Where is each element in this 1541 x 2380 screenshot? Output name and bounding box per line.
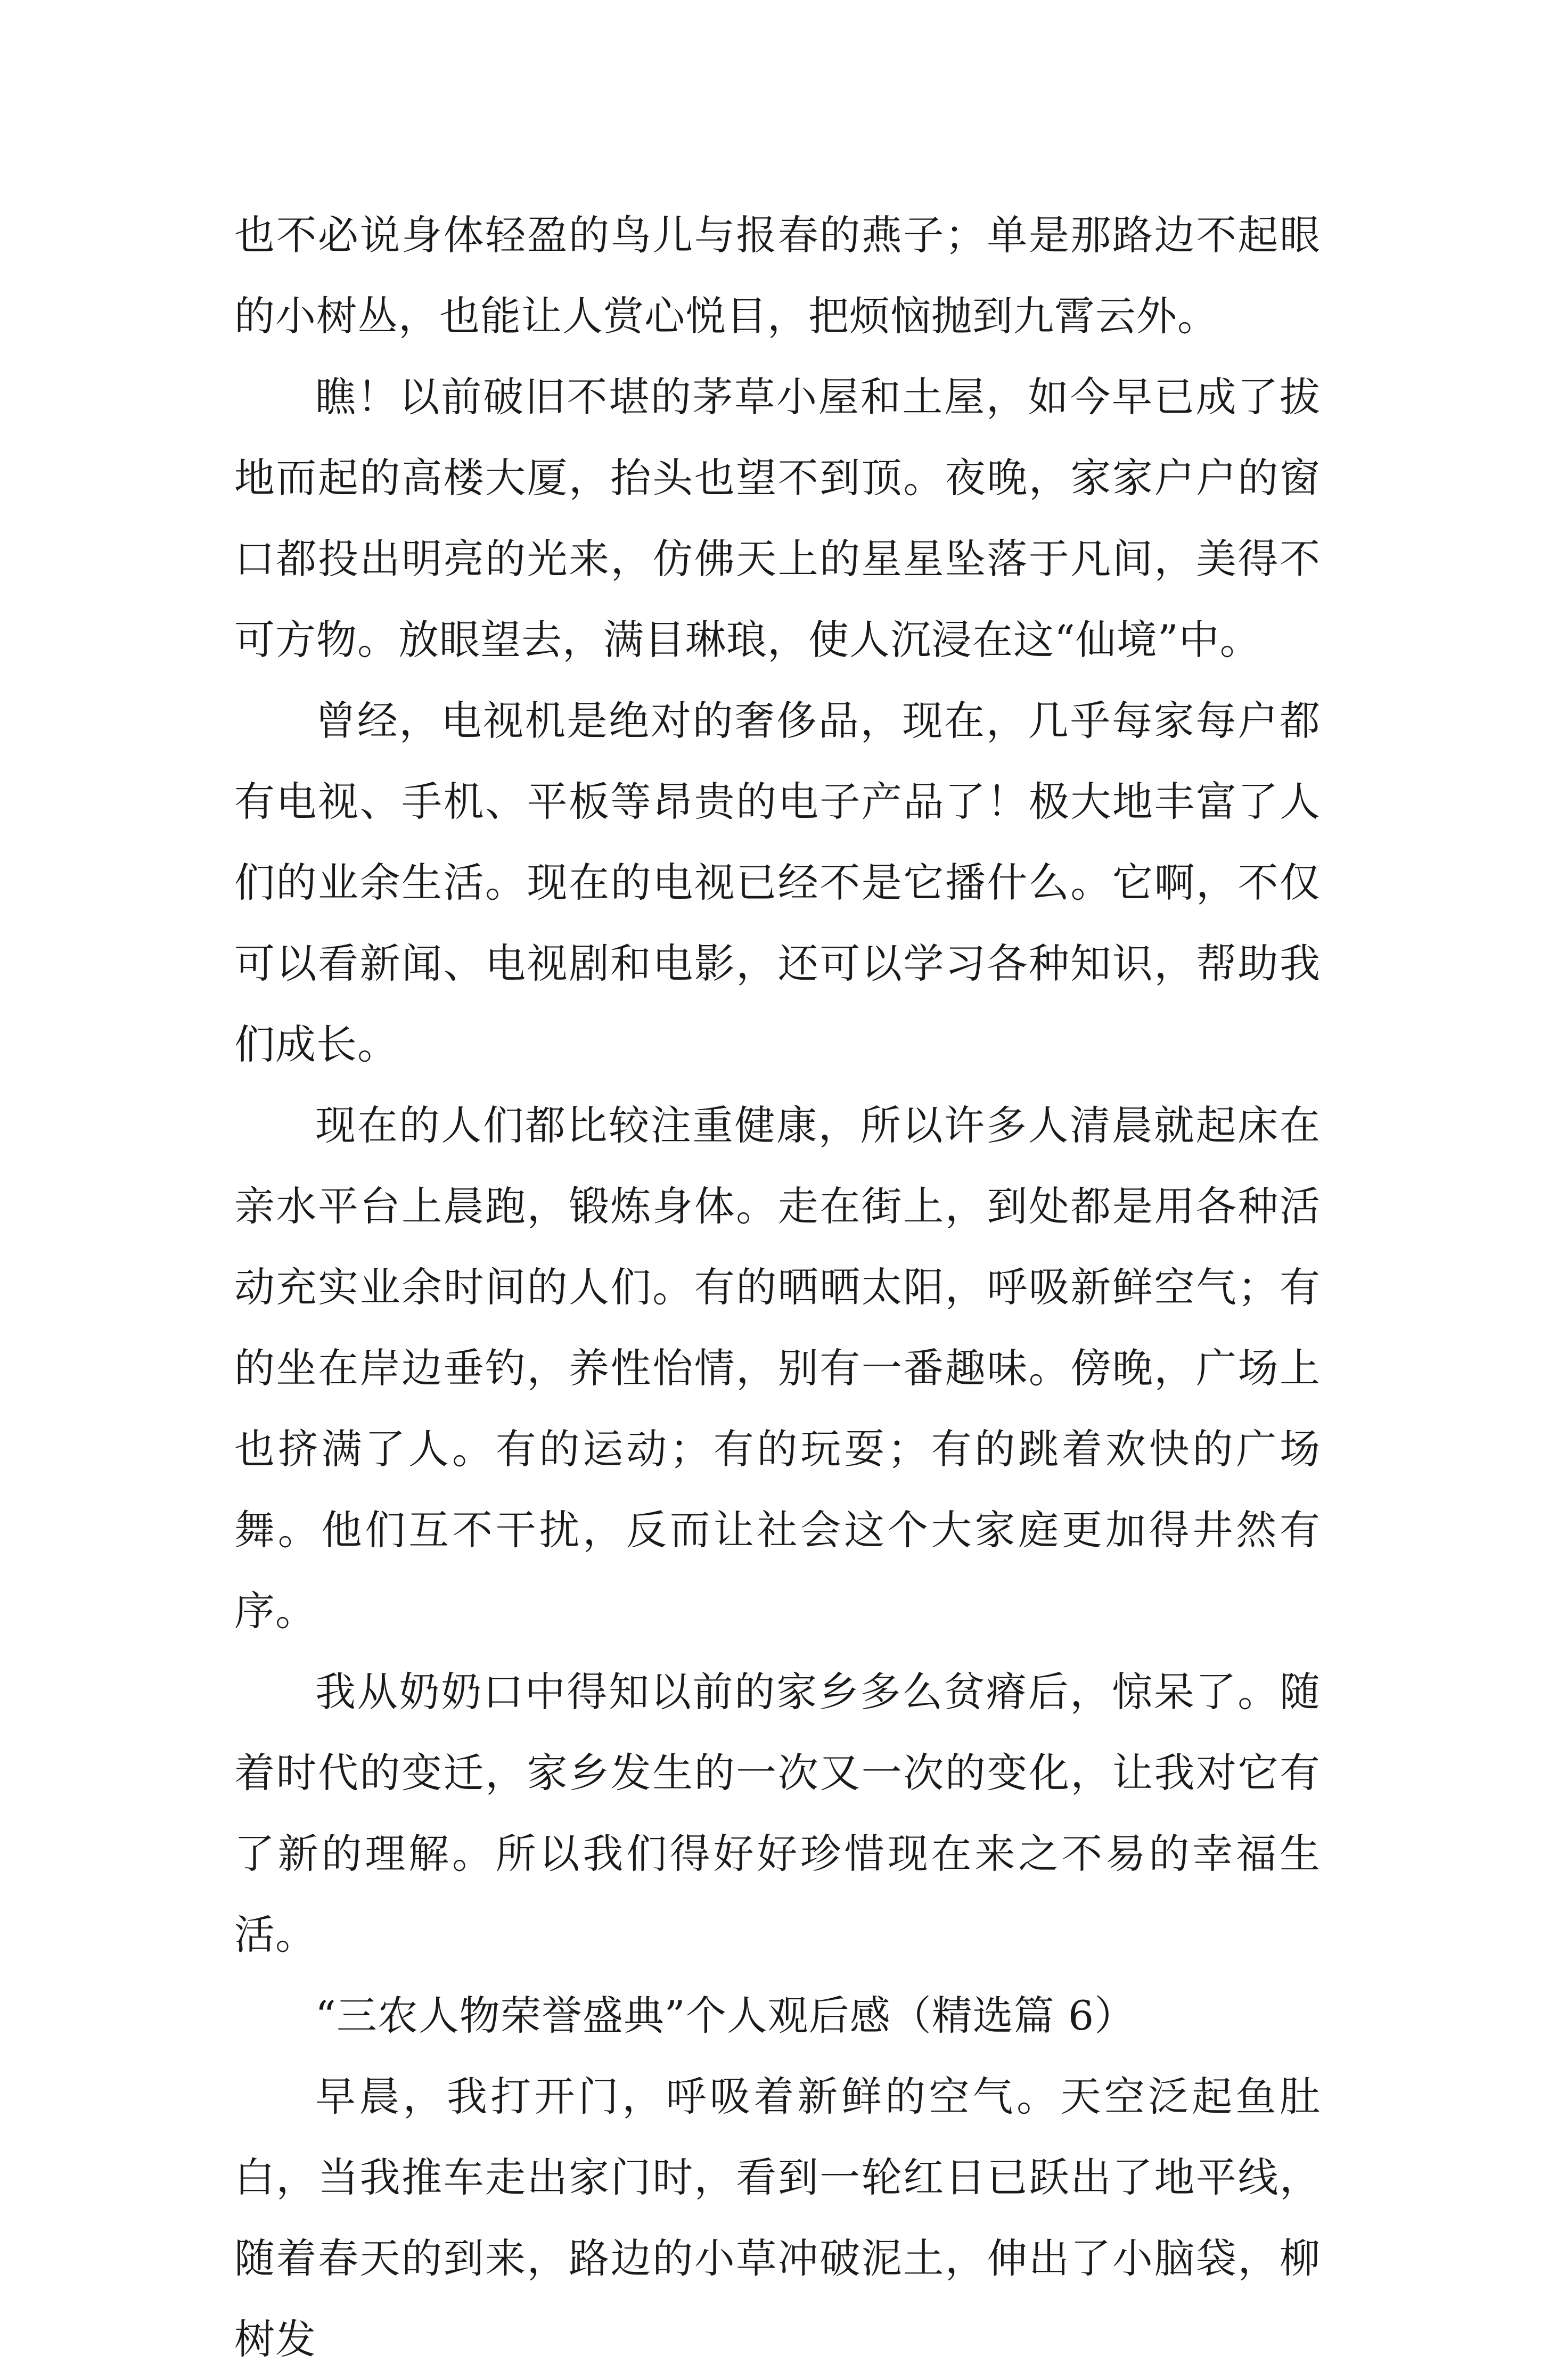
paragraph-5: 我从奶奶口中得知以前的家乡多么贫瘠后，惊呆了。随着时代的变迁，家乡发生的一次又一次的变化，让我对它有了新的理解。所以我们得好好珍惜现在来之不易的幸福生活。 — [234, 1668, 1321, 1958]
paragraph-6: 早晨，我打开门，呼吸着新鲜的空气。天空泛起鱼肚白，当我推车走出家门时，看到一轮红日已跃出了地平线，随着春天的到来，路边的小草冲破泥土，伸出了小脑袋，柳树发 — [234, 2073, 1321, 2363]
paragraph-4: 现在的人们都比较注重健康，所以许多人清晨就起床在亲水平台上晨跑，锻炼身体。走在街上，到处都是用各种活动充实业余时间的人们。有的晒晒太阳，呼吸新鲜空气；有的坐在岸边垂钓，养性怡情，别有一番趣味。傍晚，广场上也挤满了人。有的运动；有的玩耍；有的跳着欢快的广场舞。他们互不干扰，反而让社会这个大家庭更加得井然有序。 — [234, 1102, 1321, 1635]
paragraph-3: 曾经，电视机是绝对的奢侈品，现在，几乎每家每户都有电视、手机、平板等昂贵的电子产品了！极大地丰富了人们的业余生活。现在的电视已经不是它播什么。它啊，不仅可以看新闻、电视剧和电影，还可以学习各种知识，帮助我们成长。 — [234, 697, 1321, 1068]
paragraph-1: 也不必说身体轻盈的鸟儿与报春的燕子；单是那路边不起眼的小树丛，也能让人赏心悦目，把烦恼抛到九霄云外。 — [234, 211, 1321, 340]
document-body — [234, 195, 1321, 2380]
section-heading: “三农人物荣誉盛典”个人观后感（精选篇 6） — [315, 1992, 1136, 2039]
paragraph-2: 瞧！以前破旧不堪的茅草小屋和土屋，如今早已成了拔地而起的高楼大厦，抬头也望不到顶。夜晚，家家户户的窗口都投出明亮的光来，仿佛天上的星星坠落于凡间，美得不可方物。放眼望去，满目琳琅，使人沉浸在这“仙境”中。 — [234, 373, 1321, 663]
